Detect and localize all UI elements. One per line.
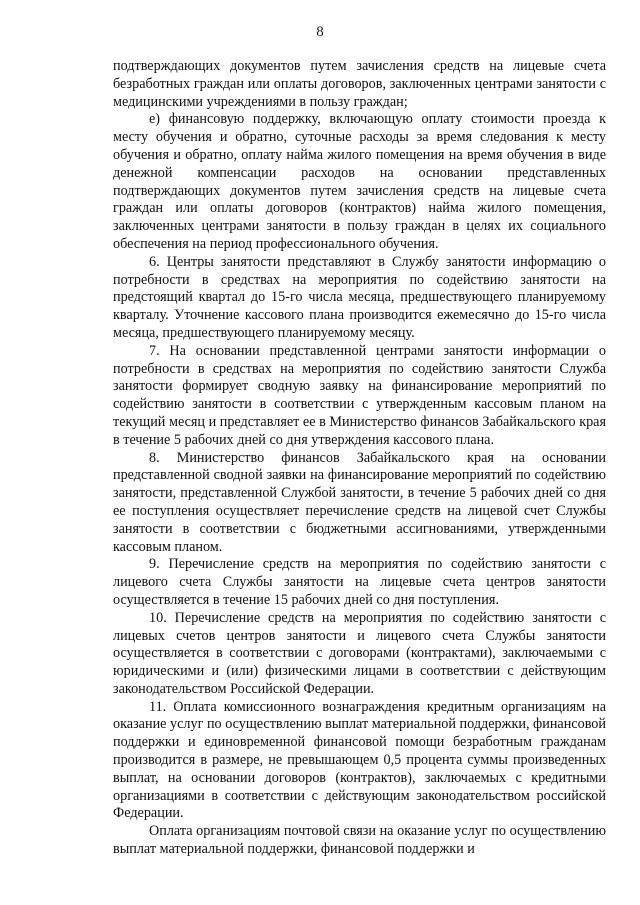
paragraph-continuation: подтверждающих документов путем зачисления средств на лицевые счета безработных граждан или оплаты договоров, заключенных центрами занятости с медицинскими учреждениями в пользу граждан;: [113, 58, 606, 110]
paragraph-10: 10. Перечисление средств на мероприятия по содействию занятости с лицевых счетов центров занятости и лицевого счета Службы занятости осуществляется в соответствии с договорами (контрактами), заключаемыми с юридическими и (или) физическими лицами в соответствии с действующим законодательством Российской Федерации.: [113, 609, 606, 697]
page-number: 8: [316, 24, 324, 40]
paragraph-11: 11. Оплата комиссионного вознаграждения кредитным организациям на оказание услуг по осуществлению выплат материальной поддержки, финансовой поддержки и единовременной финансовой помощи безработным гражданам производится в размере, не превышающем 0,5 процента суммы произведенных выплат, на основании договоров (контрактов), заключаемых с кредитными организациями в соответствии с действующим законодательством российской Федерации.: [113, 698, 606, 822]
paragraph-postal-payment: Оплата организациям почтовой связи на оказание услуг по осуществлению выплат материальной поддержки, финансовой поддержки и: [113, 823, 606, 858]
paragraph-9: 9. Перечисление средств на мероприятия по содействию занятости с лицевого счета Службы занятости на лицевые счета центров занятости осуществляется в течение 15 рабочих дней со дня поступления.: [113, 556, 606, 608]
paragraph-7: 7. На основании представленной центрами занятости информации о потребности в средствах на мероприятия по содействию занятости Служба занятости формирует сводную заявку на финансирование мероприятий по содействию занятости в соответствии с утвержденным кассовым планом на текущий месяц и представляет ее в Министерство финансов Забайкальского края в течение 5 рабочих дней со дня утверждения кассового плана.: [113, 342, 606, 448]
paragraph-6: 6. Центры занятости представляют в Службу занятости информацию о потребности в средствах на мероприятия по содействию занятости на предстоящий квартал до 15-го числа месяца, предшествующего планируемому кварталу. Уточнение кассового плана производится ежемесячно до 15-го числа месяца, предшествующего планируемому месяцу.: [113, 253, 606, 341]
document-body: [113, 58, 606, 859]
paragraph-e-financial-support: е) финансовую поддержку, включающую оплату стоимости проезда к месту обучения и обратно, суточные расходы за время следования к месту обучения и обратно, оплату найма жилого помещения на время обучения в виде денежной компенсации расходов на основании представленных подтверждающих документов путем зачисления средств на лицевые счета граждан или оплаты договоров (контрактов) найма жилого помещения, заключенных центрами занятости в пользу граждан в целях их социального обеспечения на период профессионального обучения.: [113, 111, 606, 252]
paragraph-8: 8. Министерство финансов Забайкальского края на основании представленной сводной заявки на финансирование мероприятий по содействию занятости, представленной Службой занятости, в течение 5 рабочих дней со дня ее поступления осуществляет перечисление средств на лицевой счет Службы занятости в соответствии с бюджетными ассигнованиями, утвержденными кассовым планом.: [113, 449, 606, 555]
